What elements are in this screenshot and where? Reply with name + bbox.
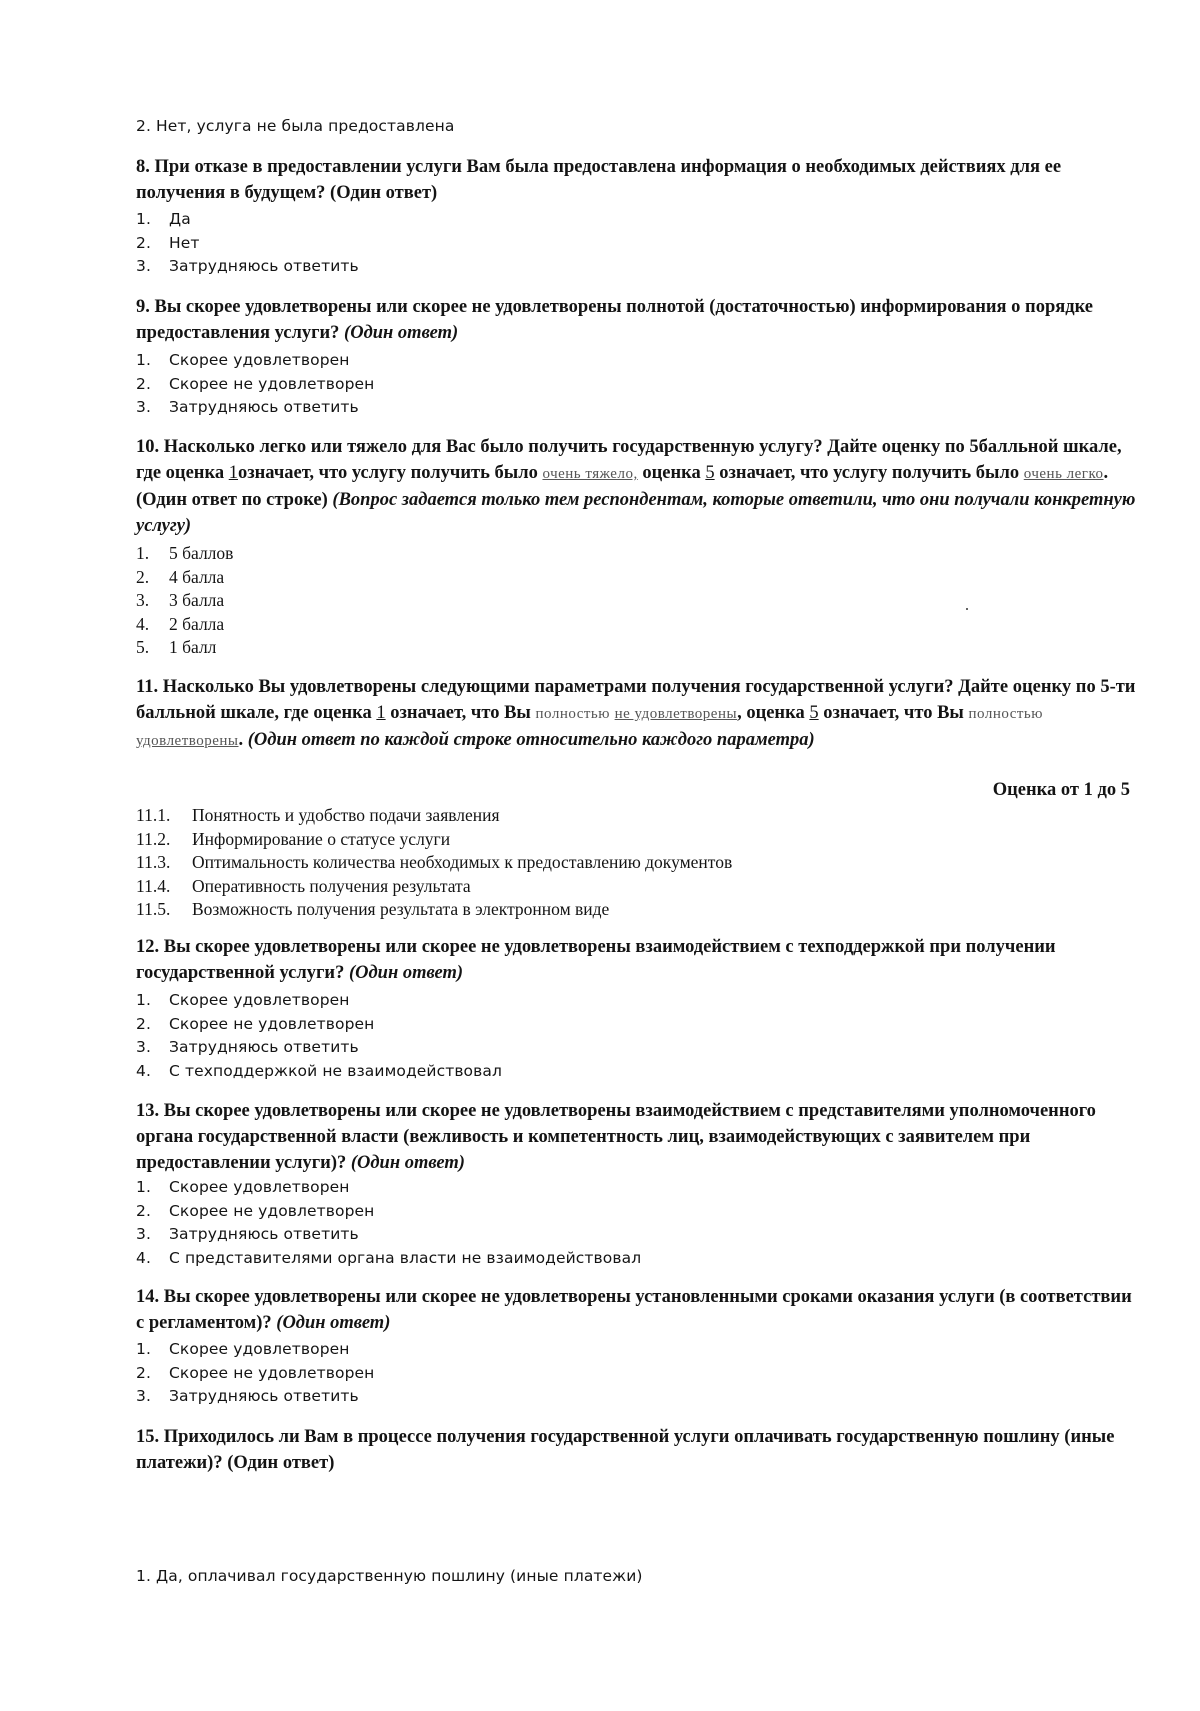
question-9-options [136,349,374,420]
question-14-options [136,1338,374,1409]
parameter-row: 11.4. Оперативность получения результата [136,875,471,896]
question-15-option-1: 1. Да, оплачивал государственную пошлину (иные платежи) [136,1567,643,1585]
option: 4. 2 балла [136,613,225,634]
option: 2. Нет [136,233,200,252]
option: 4. С представителями органа власти не взаимодействовал [136,1248,642,1267]
question-9: 9. Вы скорее удовлетворены или скорее не удовлетворены полнотой (достаточностью) информирования о порядке предоставления услуги? (Один ответ) [136,297,1094,343]
option: 3. 3 балла [136,590,225,610]
option: 4. С техподдержкой не взаимодействовал [136,1061,502,1080]
option: 1. Скорее удовлетворен [136,351,350,369]
option: 2. Скорее не удовлетворен [136,1363,375,1382]
question-8-options [136,208,359,279]
option: 1. 5 баллов [136,543,234,563]
answer-note: (Один ответ) [348,963,464,983]
option: 3. Затрудняюсь ответить [136,398,359,416]
option: 2. Скорее не удовлетворен [136,1014,375,1033]
answer-note: (Один ответ) [276,1313,391,1333]
option: 3. Затрудняюсь ответить [136,1387,359,1405]
option: 2. Скорее не удовлетворен [136,1201,375,1220]
answer-note: (Вопрос задается только тем респондентам, которые ответили, что они получали конкретную услугу) [136,490,1136,536]
question-10: 10. Насколько легко или тяжело для Вас было получить государственную услугу? Дайте оценку по 5балльной шкале, где оценка 1означает, что услугу получить было очень тяжело, оценка 5 означает, что услугу получить было очень легко. (Один ответ по строке) (Вопрос задается только тем респондентам, которые ответили, что они получали конкретную услугу) [136,437,1136,536]
option: 1. Скорее удовлетворен [136,991,350,1009]
question-10-options [136,542,233,660]
scale-header: Оценка от 1 до 5 [992,780,1130,800]
option: 2. Скорее не удовлетворен [136,374,375,393]
option: 3. Затрудняюсь ответить [136,257,359,275]
option: 1. Скорее удовлетворен [136,1178,350,1196]
parameter-row: 11.5. Возможность получения результата в электронном виде [136,899,610,919]
parameter-row: 11.3. Оптимальность количества необходимых к предоставлению документов [136,852,733,872]
answer-note: (Один ответ по каждой строке относительно каждого параметра) [247,730,815,750]
answer-note: (Один ответ) [344,323,459,343]
intro-line: 2. Нет, услуга не была предоставлена [136,117,455,135]
option: 1. Скорее удовлетворен [136,1340,350,1358]
option: 1. Да [136,210,191,228]
question-14: 14. Вы скорее удовлетворены или скорее не удовлетворены установленными сроками оказания услуги (в соответствии с регламентом)? (Один ответ) [136,1287,1132,1333]
question-11-items [136,804,732,922]
question-11: 11. Насколько Вы удовлетворены следующими параметрами получения государственной услуги? Дайте оценку по 5-ти балльной шкале, где оценка 1 означает, что Вы полностью не удовлетворены, оценка 5 означает, что Вы полностью удовлетворены. (Один ответ по каждой строке относительно каждого параметра) [136,677,1136,750]
option: 5. 1 балл [136,637,217,657]
option: 2. 4 балла [136,566,225,587]
question-12: 12. Вы скорее удовлетворены или скорее не удовлетворены взаимодействием с техподдержкой при получении государственной услуги? (Один ответ) [136,937,1056,983]
question-13: 13. Вы скорее удовлетворены или скорее не удовлетворены взаимодействием с представителями уполномоченного органа государственной власти (вежливость и компетентность лиц, взаимодействующих с заявителем при предоставлении услуги)? (Один ответ) [136,1101,1096,1173]
question-15: 15. Приходилось ли Вам в процессе получения государственной услуги оплачивать государственную пошлину (иные платежи)? (Один ответ) [136,1427,1115,1473]
option: 3. Затрудняюсь ответить [136,1038,359,1056]
question-12-options [136,989,502,1083]
scan-speck [966,608,968,610]
answer-note: (Один ответ) [350,1153,465,1173]
option: 3. Затрудняюсь ответить [136,1225,359,1243]
parameter-row: 11.1. Понятность и удобство подачи заявления [136,805,500,825]
question-8: 8. При отказе в предоставлении услуги Вам была предоставлена информация о необходимых действиях для ее получения в будущем? (Один ответ) [136,157,1062,203]
parameter-row: 11.2. Информирование о статусе услуги [136,828,451,849]
question-13-options [136,1176,641,1270]
